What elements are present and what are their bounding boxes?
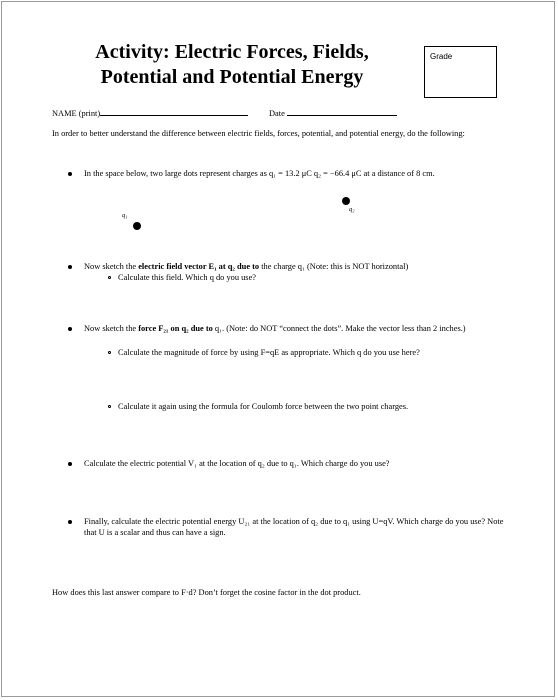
field-text-c: the charge q₁ (Note: this is NOT horizontal) bbox=[259, 262, 409, 271]
q1-label: q₁ bbox=[122, 212, 128, 219]
field-subtext: Calculate this field. Which q do you use? bbox=[118, 273, 256, 282]
bullet-dot bbox=[68, 172, 72, 176]
name-blank[interactable] bbox=[100, 107, 248, 116]
force-subtext-1: Calculate the magnitude of force by using F=qE as appropriate. Which q do you use here? bbox=[118, 348, 420, 357]
grade-box[interactable] bbox=[424, 46, 497, 98]
bullet-dot bbox=[68, 327, 72, 331]
q2-label: q₂ bbox=[349, 206, 355, 213]
force-text-a: Now sketch the bbox=[84, 324, 139, 333]
field-text bbox=[84, 261, 514, 272]
bullet-dot bbox=[68, 462, 72, 466]
sub-bullet-circle bbox=[108, 351, 111, 354]
name-label: NAME (print) bbox=[52, 109, 101, 118]
grade-label: Grade bbox=[430, 52, 453, 61]
date-blank[interactable] bbox=[287, 107, 397, 116]
date-label: Date bbox=[269, 109, 285, 118]
charge-q2-dot bbox=[342, 197, 350, 205]
sub-bullet-circle bbox=[108, 276, 111, 279]
force-subtext-2: Calculate it again using the formula for Coulomb force between the two point charges. bbox=[118, 402, 409, 411]
energy-text: Finally, calculate the electric potential energy U₂₁ at the location of q₂ due to q₁ using U=qV. Which charge do you use? Note that U is a scalar and thus can have a sign. bbox=[84, 517, 504, 537]
name-field[interactable] bbox=[52, 107, 248, 119]
intro-text: In order to better understand the difference between electric fields, forces, potential, and potential energy, do the following: bbox=[52, 129, 465, 138]
charges-text: In the space below, two large dots represent charges as q₁ = 13.2 μC q₂ = −66.4 μC at a distance of 8 cm. bbox=[84, 169, 435, 178]
charge-q1-dot bbox=[133, 222, 141, 230]
force-text bbox=[84, 323, 514, 334]
sub-bullet-circle bbox=[108, 405, 111, 408]
force-text-c: q₁. (Note: do NOT “connect the dots”. Make the vector less than 2 inches.) bbox=[212, 324, 466, 333]
potential-text: Calculate the electric potential V₁ at the location of q₂ due to q₁. Which charge do you use? bbox=[84, 459, 390, 468]
bullet-dot bbox=[68, 520, 72, 524]
page-title bbox=[52, 40, 412, 90]
field-text-bold: electric field vector E₁ at q₂ due to bbox=[138, 262, 260, 271]
force-text-bold: force F₂₁ on q₂ due to bbox=[138, 324, 213, 333]
title-line-1: Activity: Electric Forces, Fields, bbox=[95, 41, 369, 63]
closing-question: How does this last answer compare to F·d? Don’t forget the cosine factor in the dot product. bbox=[52, 588, 361, 597]
title-line-2: Potential and Potential Energy bbox=[100, 66, 364, 88]
bullet-dot bbox=[68, 265, 72, 269]
date-field[interactable] bbox=[269, 107, 397, 119]
field-text-a: Now sketch the bbox=[84, 262, 139, 271]
